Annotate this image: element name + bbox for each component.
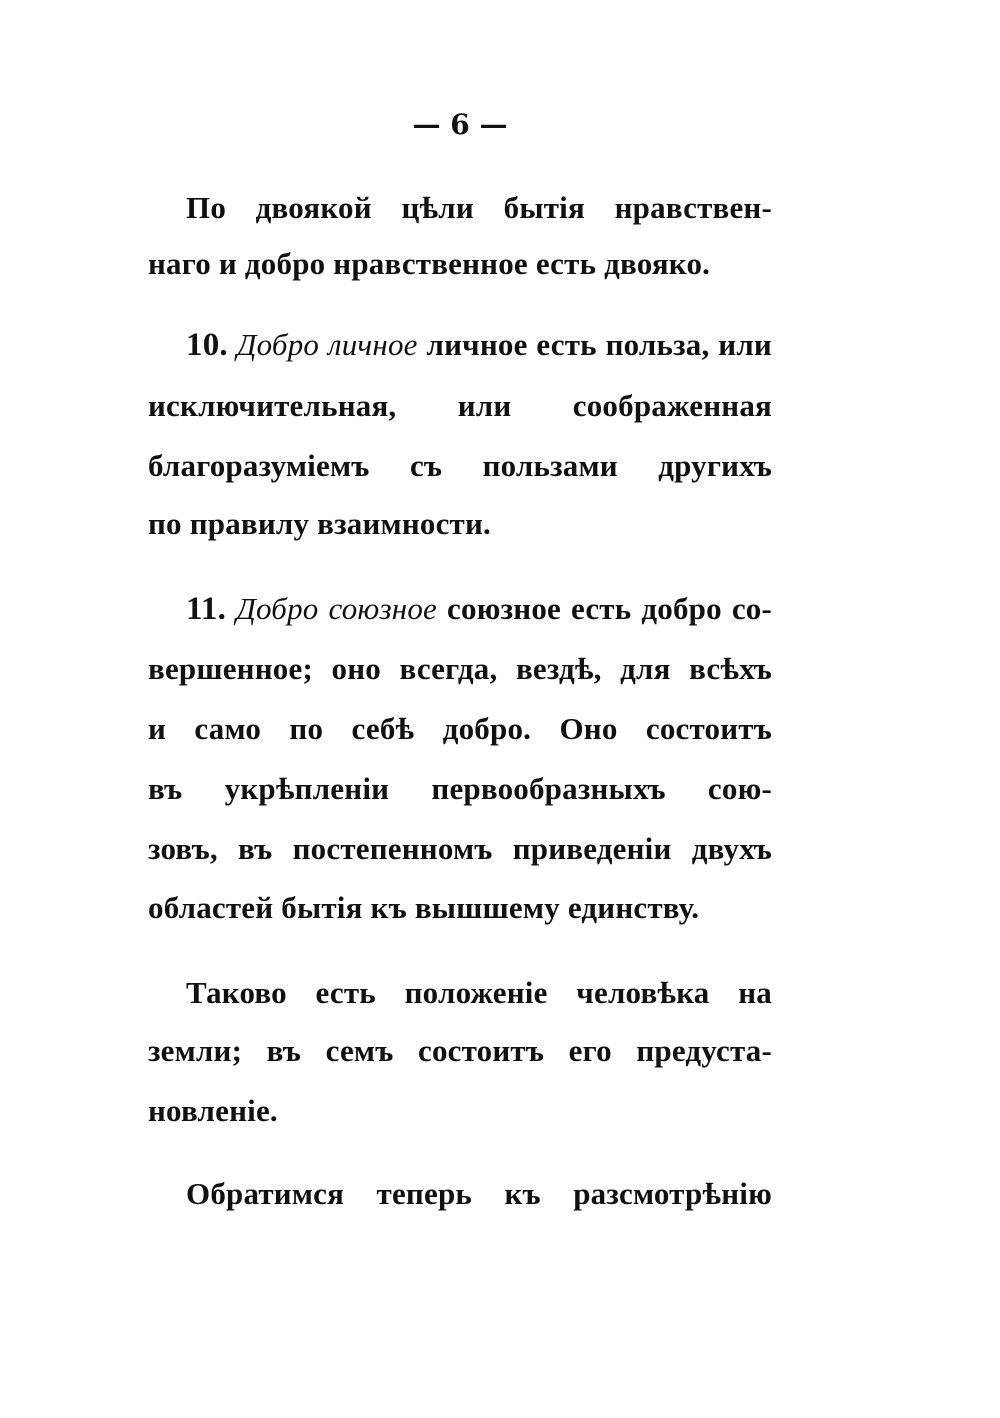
text-line: вершенное; оно всегда, вездѣ, для всѣхъ [148,651,772,686]
text-line: земли; въ семъ состоитъ его предуста- [148,1033,772,1068]
section-term: Добро личное [236,327,418,362]
section-number: 10. [186,327,228,363]
section-10-first-line [186,327,772,364]
text-line: по правилу взаимности. [148,506,491,541]
text-segment: личное есть польза, или [426,327,772,362]
text-line: Таково есть положеніе человѣка на [186,975,772,1010]
text-line: и само по себѣ добро. Оно состоитъ [148,711,772,746]
text-line: благоразуміемъ съ пользами другихъ [148,448,772,483]
section-number: 11. [186,591,227,627]
text-line: Обратимся теперь къ разсмотрѣнію [186,1176,772,1211]
section-term: Добро союзное [236,591,437,626]
text-line: исключительная, или соображенная [148,388,772,423]
text-segment: союзное есть добро со- [447,591,773,626]
text-line: новленіе. [148,1093,278,1128]
section-11-first-line [186,591,772,628]
text-line: областей бытія къ вышшему единству. [148,890,700,925]
text-line: въ укрѣпленіи первообразныхъ сою- [148,771,772,806]
page-number: — 6 — [412,108,508,141]
text-line: наго и добро нравственное есть двояко. [148,246,711,281]
text-line: По двоякой цѣли бытія нравствен- [186,190,772,225]
text-line: зовъ, въ постепенномъ приведеніи двухъ [148,831,772,866]
